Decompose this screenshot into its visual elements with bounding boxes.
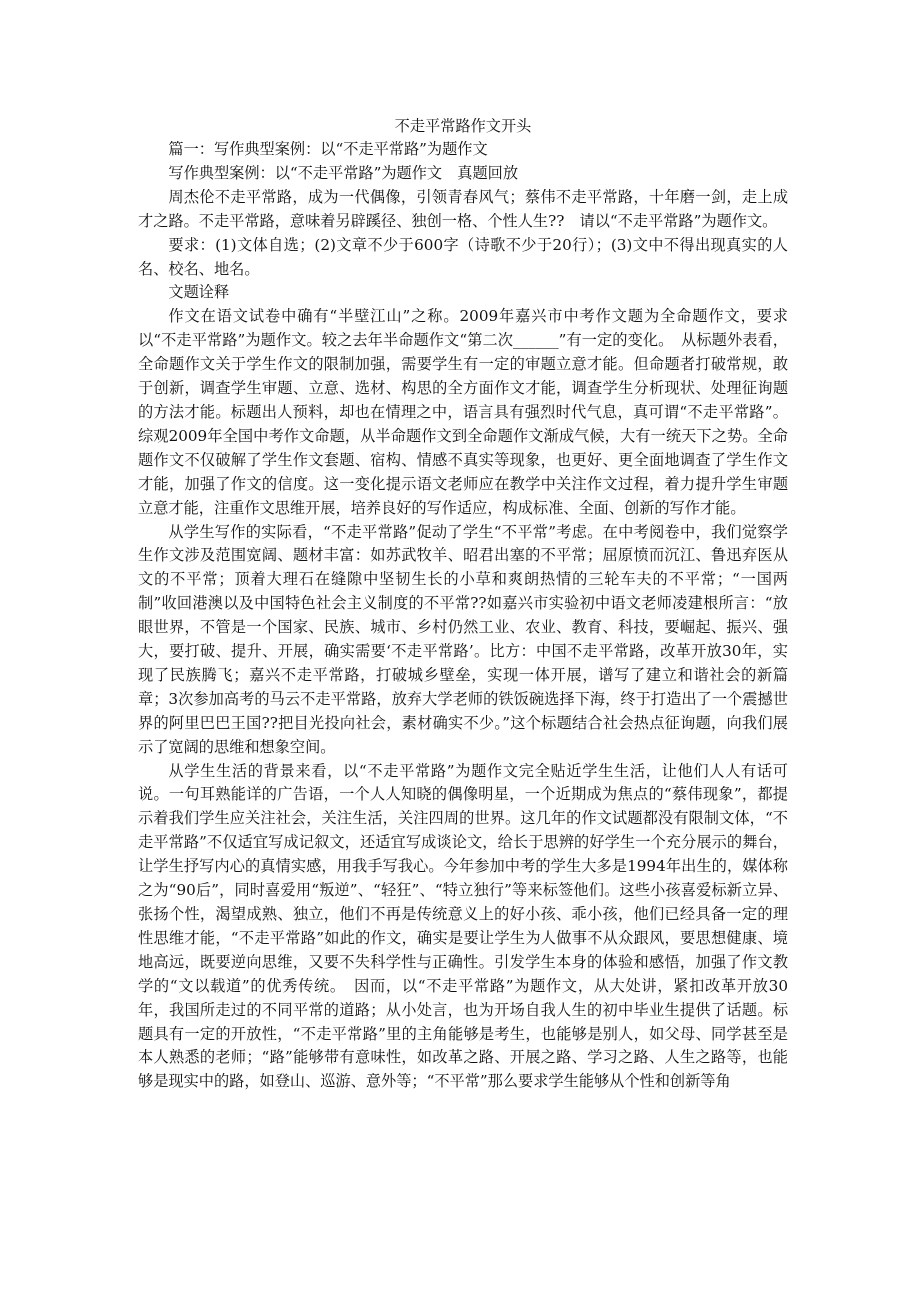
paragraph-body: 从学生写作的实际看，“不走平常路”促动了学生“不平常”考虑。在中考阅卷中，我们觉察学生作文涉及范围宽阔、题材丰富：如苏武牧羊、昭君出塞的不平常；屈原愤而沉江、鲁迅弃医从文的不平常；顶着大理石在缝隙中坚韧生长的小草和爽朗热情的三轮车夫的不平常；“一国两制”收回港澳以及中国特色社会主义制度的不平常??如嘉兴市实验初中语文老师凌建根所言：“放眼世界，不管是一个国家、民族、城市、乡村仍然工业、农业、教育、科技，要崛起、振兴、强大，要打破、提升、开展，确实需要‘不走平常路’。比方：中国不走平常路，改革开放30年，实现了民族腾飞；嘉兴不走平常路，打破城乡壁垒，实现一体开展，谱写了建立和谐社会的新篇章；3次参加高考的马云不走平常路，放弃大学老师的铁饭碗选择下海，终于打造出了一个震撼世界的阿里巴巴王国??把目光投向社会，素材确实不少。”这个标题结合社会热点征询题，向我们展示了宽阔的思维和想象空间。 (138, 522, 788, 756)
paragraph-prompt: 周杰伦不走平常路，成为一代偶像，引领青春风气；蔡伟不走平常路，十年磨一剑，走上成才之路。不走平常路，意味着另辟蹊径、独创一格、个性人生?? 请以“不走平常路”为题作文。 (138, 187, 788, 230)
paragraph-body: 作文在语文试卷中确有“半壁江山”之称。2009年嘉兴市中考作文题为全命题作文，要求以“不走平常路”为题作文。较之去年半命题作文“第二次______”有一定的变化。 从标题外表看，全命题作文关于学生作文的限制加强，需要学生有一定的审题立意才能。但命题者打破常规，敢于创新，调查学生审题、立意、选材、构思的全方面作文才能，调查学生分析现状、处理征询题的方法才能。标题出人预料，却也在情理之中，语言具有强烈时代气息，真可谓“不走平常路”。综观2009年全国中考作文命题，从半命题作文到全命题作文渐成气候，大有一统天下之势。全命题作文不仅破解了学生作文套题、宿构、情感不真实等现象，也更好、更全面地调查了学生作文才能，加强了作文的信度。这一变化提示语文老师应在教学中关注作文过程，着力提升学生审题立意才能，注重作文思维开展，培养良好的写作适应，构成标准、全面、创新的写作才能。 (138, 307, 788, 517)
paragraph-interpretation-heading: 文题诠释 (168, 283, 230, 302)
paragraph-section-heading: 篇一：写作典型案例：以“不走平常路”为题作文 (168, 140, 488, 158)
paragraph-case-heading: 写作典型案例：以“不走平常路”为题作文 真题回放 (168, 163, 519, 182)
paragraph-requirements: 要求：(1)文体自选；(2)文章不少于600字（诗歌不少于20行）；(3)文中不得出现真实的人名、校名、地名。 (138, 235, 788, 278)
document-title: 不走平常路作文开头 (394, 117, 532, 135)
paragraph-body: 从学生生活的背景来看，以“不走平常路”为题作文完全贴近学生生活，让他们人人有话可说。一句耳熟能详的广告语，一个人人知晓的偶像明星，一个近期成为焦点的“蔡伟现象”，都提示着我们学生应关注社会，关注生活，关注四周的世界。这几年的作文试题都没有限制文体，“不走平常路”不仅适宜写成记叙文，还适宜写成谈论文，给长于思辨的好学生一个充分展示的舞台，让学生抒写内心的真情实感，用我手写我心。今年参加中考的学生大多是1994年出生的，媒体称之为“90后”，同时喜爱用“叛逆”、“轻狂”、“特立独行”等来标签他们。这些小孩喜爱标新立异、张扬个性，渴望成熟、独立，他们不再是传统意义上的好小孩、乖小孩，他们已经具备一定的理性思维才能，“不走平常路”如此的作文，确实是要让学生为人做事不从众跟风，要思想健康、境地高远，既要逆向思维，又要不失科学性与正确性。引发学生本身的体验和感悟，加强了作文教学的“文以载道”的优秀传统。 因而，以“不走平常路”为题作文，从大处讲，紧扣改革开放30年，我国所走过的不同平常的道路；从小处言，也为开场自我人生的初中毕业生提供了话题。标题具有一定的开放性，“不走平常路”里的主角能够是考生，也能够是别人，如父母、同学甚至是本人熟悉的老师；“路”能够带有意味性，如改革之路、开展之路、学习之路、人生之路等，也能够是现实中的路，如登山、巡游、意外等；“不平常”那么要求学生能够从个性和创新等角 (138, 761, 788, 1091)
